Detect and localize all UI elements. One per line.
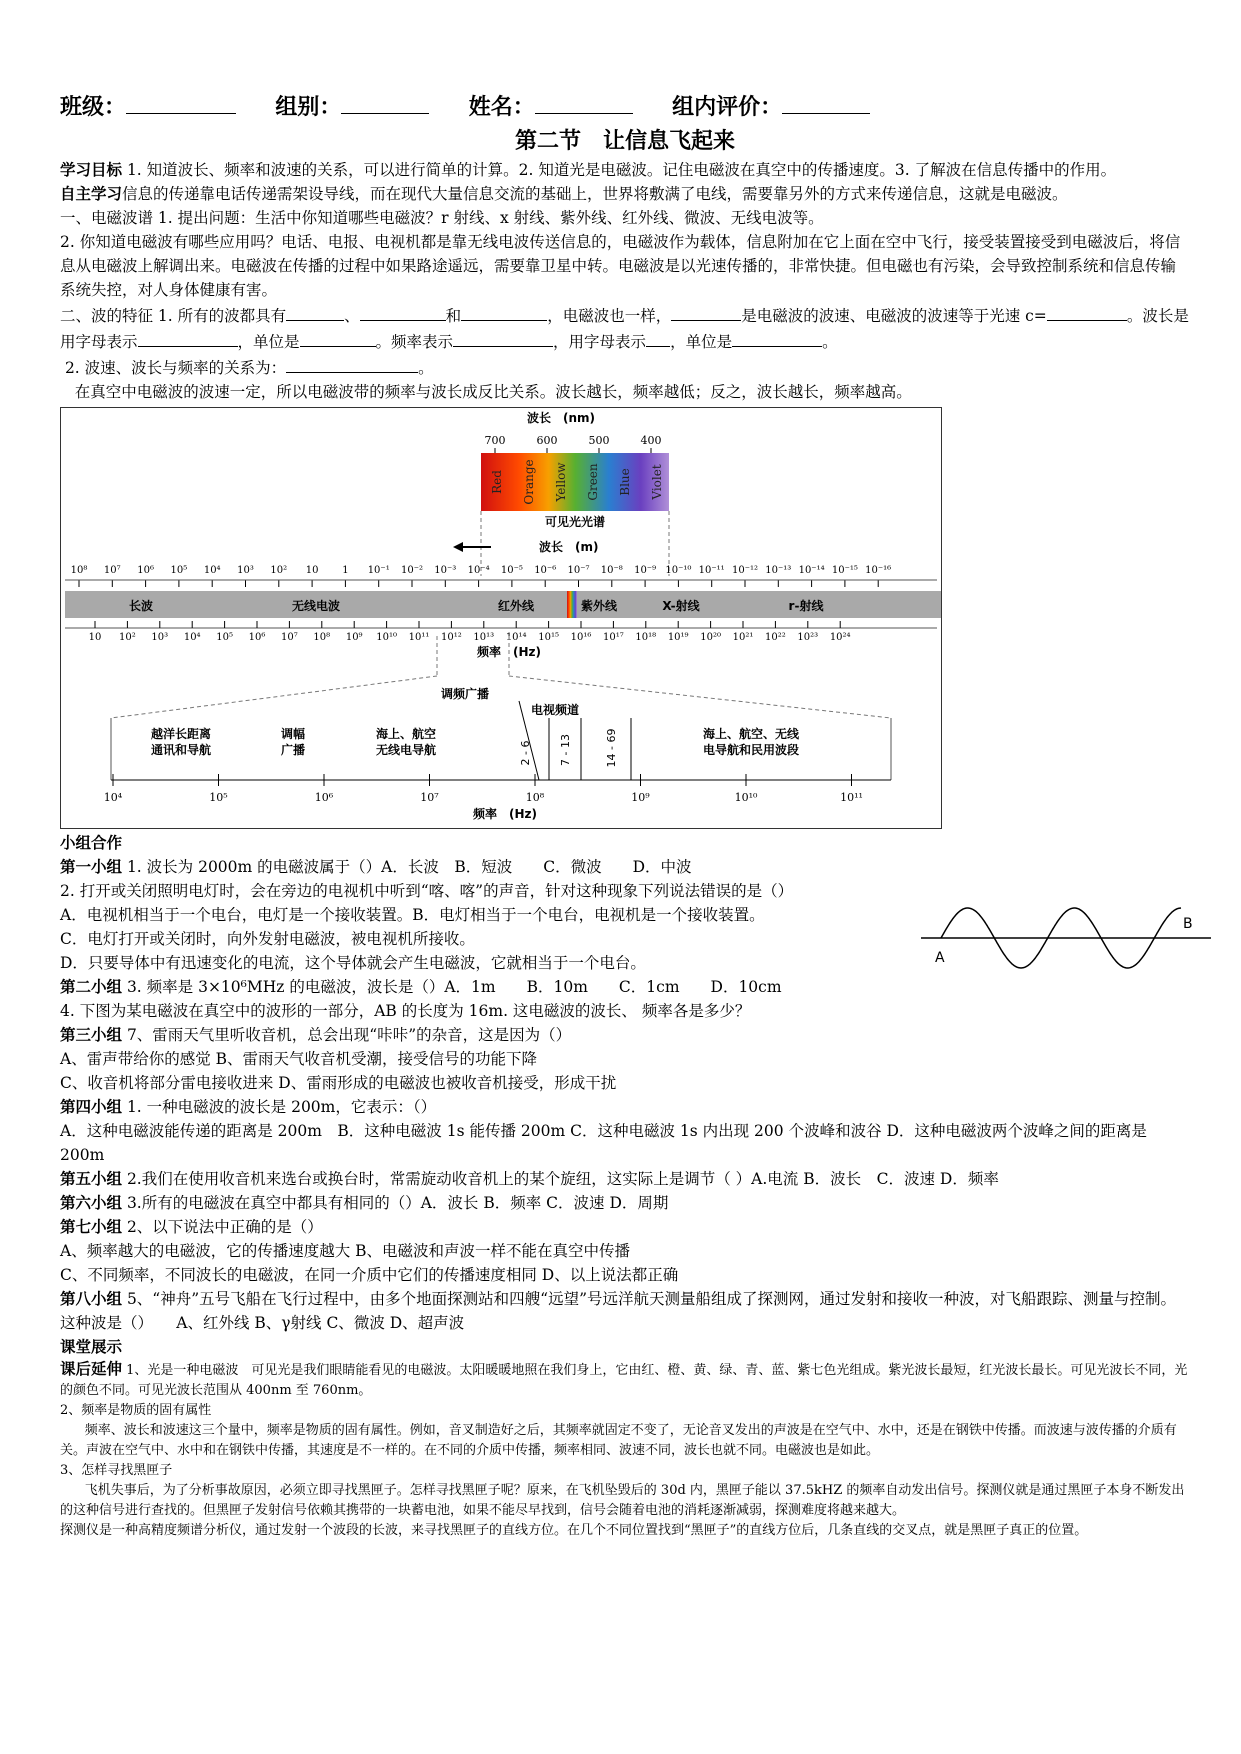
self-text: 信息的传递靠电话传递需架设导线，而在现代大量信息交流的基础上，世界将敷满了电线，需要靠另外的方式来传递信息，这就是电磁波。 (122, 185, 1068, 203)
goal-text: 1. 知道波长、频率和波速的关系，可以进行简单的计算。2. 知道光是电磁波。记住电磁波在真空中的传播速度。3. 了解波在信息传播中的作用。 (122, 161, 1117, 179)
s2-text-h: 。频率表示 (375, 333, 454, 351)
class-blank[interactable] (126, 93, 236, 114)
group4-text: 1. 一种电磁波的波长是 200m，它表示：（） (122, 1098, 437, 1116)
wavelength-tick-label: 10⁻⁹ (634, 565, 657, 576)
zoom-axis-tick-label: 10¹⁰ (734, 791, 758, 804)
s2-text-a: 二、波的特征 1. 所有的波都具有 (60, 307, 287, 325)
wavelength-tick-label: 10⁻¹¹ (698, 565, 725, 576)
group1-option-d: D．只要导体中有迅速变化的电流，这个导体就会产生电磁波，它就相当于一个电台。 (60, 954, 646, 972)
zoom-axis-tick-label: 10⁵ (209, 791, 228, 804)
relation-blank[interactable] (286, 354, 418, 373)
visible-spectrum-bar (481, 453, 669, 511)
wavelength-tick-label: 1 (342, 565, 349, 576)
nm-tick-label: 400 (640, 434, 662, 447)
wavelength-tick-label: 10² (270, 565, 288, 576)
channel-2-6: 2 - 6 (519, 740, 532, 766)
frequency-tick-label: 10⁷ (281, 632, 298, 643)
frequency-tick-label: 10⁸ (313, 632, 331, 643)
zoom-axis-tick-label: 10⁷ (420, 791, 439, 804)
group8-q5 (60, 1287, 1190, 1335)
point-b-label: B (1183, 916, 1193, 932)
frequency-tick-label: 10¹⁹ (667, 632, 689, 643)
wavelength-tick-label: 10⁻² (400, 565, 424, 576)
channel-7-13: 7 - 13 (559, 734, 572, 766)
name-label: 姓名： (468, 95, 535, 120)
section2-relation (60, 354, 1190, 380)
group1-text: 1. 波长为 2000m 的电磁波属于（）A．长波 B．短波 C．微波 D．中波 (122, 858, 692, 876)
wavelength-m-label: 波长 (m) (539, 540, 599, 554)
zoom-axis-tick-label: 10⁴ (103, 791, 123, 804)
zoom-axis-tick-label: 10⁹ (631, 791, 650, 804)
page-title: 第二节 让信息飞起来 (514, 129, 735, 154)
band-label: X-射线 (662, 599, 700, 613)
wavelength-tick-label: 10⁻⁶ (534, 565, 557, 576)
blank-3[interactable] (461, 302, 547, 321)
frequency-tick-label: 10¹⁰ (376, 632, 397, 643)
group4-label: 第四小组 (60, 1098, 123, 1116)
self-study (60, 182, 1190, 206)
class-label: 班级： (60, 95, 127, 120)
wavelength-tick-label: 10 (305, 565, 319, 576)
zoom-frequency-label: 频率 (Hz) (473, 807, 537, 821)
blank-6[interactable] (138, 328, 238, 347)
group8-text: 5、“神舟”五号飞船在飞行过程中，由多个地面探测站和四艘“远望”号远洋航天测量船组成了探测网，通过发射和接收一种波，对飞船跟踪、测量与控制。这种波是（） A、红外线 B、γ射线 C、微波 D、超声波 (60, 1290, 1177, 1332)
wavelength-tick-label: 10⁻⁴ (467, 565, 490, 576)
self-label: 自主学习 (60, 185, 123, 203)
group7-q2 (60, 1215, 1190, 1239)
group3-q7 (60, 1023, 1190, 1047)
frequency-zone-label: 越洋长距离 (150, 727, 212, 741)
group5-text: 2.我们在使用收音机来选台或换台时，常需旋动收音机上的某个旋纽，这实际上是调节（ ）A.电流 B．波长 C．波速 D．频率 (122, 1170, 999, 1188)
group2-text: 3. 频率是 3×10⁶MHz 的电磁波，波长是（）A．1m B．10m C．1cm D．10cm (122, 978, 782, 996)
name-blank[interactable] (535, 93, 633, 114)
s2-text-j: ，单位是 (670, 333, 733, 351)
group7-option-cd: C、不同频率，不同波长的电磁波，在同一介质中它们的传播速度相同 D、以上说法都正确 (60, 1266, 679, 1284)
waveform-diagram (921, 890, 1221, 990)
wavelength-tick-label: 10⁻¹⁵ (831, 565, 858, 576)
extension-2-text (60, 1421, 1190, 1461)
extension-text: 1、光是一种电磁波 可见光是我们眼睛能看见的电磁波。太阳暖暖地照在我们身上，它由红、橙、黄、绿、青、蓝、紫七色光组成。紫光波长最短，红光波长最长。可见光波长不同，光的颜色不同。可见光波长范围从 400nm 至 760nm。 (60, 1363, 1188, 1398)
frequency-label: 频率 (Hz) (477, 645, 541, 659)
wavelength-tick-label: 10³ (237, 565, 254, 576)
wavelength-tick-label: 10⁻⁵ (500, 565, 523, 576)
frequency-zone-label: 海上、航空、无线 (702, 727, 800, 741)
group1-option-ab: A．电视机相当于一个电台，电灯是一个接收装置。B．电灯相当于一个电台，电视机是一个接收装置。 (60, 906, 765, 924)
section1-line2: 2. 你知道电磁波有哪些应用吗？电话、电报、电视机都是靠无线电波传送信息的，电磁波作为载体，信息附加在它上面在空中飞行，接受装置接受到电磁波后，将信息从电磁波上解调出来。电磁波在传播的过程中如果路途遥远，需要靠卫星中转。电磁波是以光速传播的，非常快捷。但电磁也有污染，会导致控制系统和信息传输系统失控，对人身体健康有害。 (60, 233, 1181, 299)
visible-band-slice (567, 591, 577, 618)
s2-text-b: 、 (344, 307, 360, 325)
color-name-label: Red (490, 470, 504, 494)
frequency-zone-label: 海上、航空 (375, 727, 437, 741)
wavelength-tick-label: 10⁵ (170, 565, 188, 576)
group6-text: 3.所有的电磁波在真空中都具有相同的（）A．波长 B．频率 C．波速 D．周期 (122, 1194, 669, 1212)
eval-label: 组内评价： (672, 95, 783, 120)
blank-10[interactable] (732, 328, 822, 347)
group2-q3 (60, 975, 820, 999)
wavelength-tick-label: 10⁴ (203, 565, 221, 576)
blank-9[interactable] (646, 328, 670, 347)
band-label: r-射线 (788, 599, 824, 613)
color-name-label: Orange (522, 459, 536, 505)
wavelength-tick-label: 10⁻¹⁰ (665, 565, 692, 576)
group2-label: 第二小组 (60, 978, 123, 996)
relation-end: 。 (418, 359, 434, 377)
eval-blank[interactable] (782, 93, 870, 114)
group7-label: 第七小组 (60, 1218, 123, 1236)
wavelength-tick-label: 10⁷ (103, 565, 121, 576)
s2-text-d: ，电磁波也一样， (547, 307, 672, 325)
color-name-label: Yellow (554, 462, 568, 502)
group1-q1 (60, 855, 1190, 879)
extension-2-body: 频率、波长和波速这三个量中，频率是物质的固有属性。例如，音叉制造好之后，其频率就固定不变了，无论音叉发出的声波是在空气中、水中，还是在钢铁中传播。而波速与波传播的介质有关。声波在空气中、水中和在钢铁中传播，其速度是不一样的。在不同的介质中传播，频率相同、波速不同，波长也就不同。电磁波也是如此。 (60, 1423, 1177, 1458)
wavelength-tick-label: 10⁶ (137, 565, 154, 576)
frequency-tick-label: 10⁴ (183, 632, 201, 643)
frequency-tick-label: 10⁶ (248, 632, 266, 643)
group5-q2 (60, 1167, 1190, 1191)
fm-broadcast-label: 调频广播 (441, 687, 490, 701)
band-label: 无线电波 (291, 599, 341, 613)
frequency-tick-label: 10¹² (441, 632, 462, 643)
wavelength-tick-label: 10⁻⁸ (600, 565, 623, 576)
point-a-label: A (935, 950, 945, 966)
color-name-label: Violet (650, 464, 664, 500)
frequency-tick-label: 10²¹ (732, 632, 754, 643)
group3-option-cd: C、收音机将部分雷电接收进来 D、雷雨形成的电磁波也被收音机接受，形成干扰 (60, 1074, 617, 1092)
extension-3-body1: 飞机失事后，为了分析事故原因，必须立即寻找黑匣子。怎样寻找黑匣子呢？原来，在飞机坠毁后的 30d 内，黑匣子能以 37.5kHZ 的频率自动发出信号。探测仪就是通过黑匣子本身不断发出的这种信号进行查找的。但黑匣子发射信号依赖其携带的一块蓄电池，如果不能尽早找到，信号会随着电池的消耗逐渐减弱，探测难度将越来越大。 (60, 1483, 1185, 1518)
wavelength-tick-label: 10⁻³ (434, 565, 457, 576)
tv-channels-label: 电视频道 (531, 703, 580, 717)
frequency-zone-label: 电导航和民用波段 (702, 743, 800, 757)
frequency-tick-label: 10¹⁴ (505, 632, 527, 643)
group6-label: 第六小组 (60, 1194, 123, 1212)
group-cooperation-heading: 小组合作 (60, 834, 123, 852)
spectrum-svg (61, 408, 941, 828)
s2-text-e: 是电磁波的波速、电磁波的波速等于光速 c= (741, 307, 1047, 325)
wavelength-tick-label: 10⁻¹³ (765, 565, 792, 576)
frequency-tick-label: 10⁹ (345, 632, 363, 643)
relation-text: 2. 波速、波长与频率的关系为： (64, 359, 287, 377)
blank-4[interactable] (671, 302, 741, 321)
group4-q1 (60, 1095, 1190, 1119)
frequency-tick-label: 10 (88, 632, 102, 643)
blank-8[interactable] (453, 328, 553, 347)
wavelength-tick-label: 10⁻¹ (367, 565, 390, 576)
frequency-tick-label: 10¹⁸ (635, 632, 657, 643)
frequency-zone-label: 调幅 (280, 727, 306, 741)
blank-7[interactable] (300, 328, 376, 347)
worksheet (60, 90, 1190, 1541)
group-blank[interactable] (341, 93, 429, 114)
wavelength-nm-label: 波长 (nm) (526, 411, 596, 425)
section1-line1: 一、电磁波谱 1. 提出问题：生活中你知道哪些电磁波？r 射线、x 射线、紫外线、红外线、微波、无线电波等。 (60, 209, 824, 227)
group-label: 组别： (275, 95, 342, 120)
extension-3-text1 (60, 1481, 1190, 1521)
nm-tick-label: 500 (588, 434, 610, 447)
group1-option-c: C．电灯打开或关闭时，向外发射电磁波，被电视机所接收。 (60, 930, 475, 948)
zoom-axis-tick-label: 10⁶ (314, 791, 334, 804)
blank-1[interactable] (286, 302, 344, 321)
note-text: 在真空中电磁波的波速一定，所以电磁波带的频率与波长成反比关系。波长越长，频率越低；反之，波长越长，频率越高。 (74, 383, 912, 401)
frequency-tick-label: 10²² (765, 632, 786, 643)
frequency-tick-label: 10²⁰ (700, 632, 721, 643)
blank-5[interactable] (1047, 302, 1127, 321)
group2-q4: 4. 下图为某电磁波在真空中的波形的一部分，AB 的长度为 16m. 这电磁波的波长、 频率各是多少？ (60, 1002, 751, 1020)
blank-2[interactable] (360, 302, 446, 321)
frequency-zone-label: 无线电导航 (375, 743, 437, 757)
extension-1 (60, 1359, 1190, 1401)
band-label: 红外线 (497, 599, 535, 613)
group7-text: 2、以下说法中正确的是（） (122, 1218, 323, 1236)
section2-note (60, 380, 1190, 404)
frequency-tick-label: 10¹¹ (408, 632, 430, 643)
frequency-tick-label: 10² (119, 632, 136, 643)
group5-label: 第五小组 (60, 1170, 123, 1188)
s2-text-k: 。 (822, 333, 838, 351)
nm-tick-label: 600 (536, 434, 558, 447)
class-show-heading: 课堂展示 (60, 1338, 123, 1356)
frequency-tick-label: 10¹³ (473, 632, 495, 643)
color-name-label: Green (586, 463, 600, 501)
extension-3-text2: 探测仪是一种高精度频谱分析仪，通过发射一个波段的长波，来寻找黑匣子的直线方位。在几个不同位置找到“黑匣子”的直线方位后，几条直线的交叉点，就是黑匣子真正的位置。 (60, 1523, 1088, 1538)
frequency-tick-label: 10¹⁵ (538, 632, 559, 643)
frequency-tick-label: 10³ (151, 632, 169, 643)
wavelength-tick-label: 10⁻⁷ (567, 565, 590, 576)
band-label: 紫外线 (580, 599, 618, 613)
goal-label: 学习目标 (60, 161, 123, 179)
wavelength-tick-label: 10⁻¹² (731, 565, 759, 576)
wavelength-tick-label: 10⁻¹⁶ (865, 565, 892, 576)
header-fields (60, 90, 1190, 124)
group6-q3 (60, 1191, 1190, 1215)
band-label: 长波 (128, 599, 154, 613)
extension-3-title: 3、怎样寻找黑匣子 (60, 1463, 173, 1478)
group1-q2: 2. 打开或关闭照明电灯时，会在旁边的电视机中听到“喀、喀”的声音，针对这种现象下列说法错误的是（） (60, 882, 794, 900)
frequency-zone-label: 通讯和导航 (150, 743, 212, 757)
group3-text: 7、雷雨天气里听收音机，总会出现“咔咔”的杂音，这是因为（） (122, 1026, 572, 1044)
group3-option-ab: A、雷声带给你的感觉 B、雷雨天气收音机受潮，接受信号的功能下降 (60, 1050, 538, 1068)
frequency-tick-label: 10¹⁷ (603, 632, 624, 643)
wavelength-tick-label: 10⁻¹⁴ (798, 565, 825, 576)
group1-label: 第一小组 (60, 858, 123, 876)
frequency-tick-label: 10¹⁶ (570, 632, 592, 643)
wavelength-tick-label: 10⁸ (70, 565, 88, 576)
s2-text-i: ，用字母表示 (553, 333, 647, 351)
section2-fill-blanks (60, 302, 1190, 354)
s2-text-f: 。波长是用字母表示 (60, 307, 1189, 351)
channel-14-69: 14 - 69 (605, 728, 618, 768)
color-name-label: Blue (618, 468, 632, 496)
zoom-axis-tick-label: 10⁸ (525, 791, 545, 804)
frequency-zone-label: 广播 (280, 743, 306, 757)
group7-option-ab: A、频率越大的电磁波，它的传播速度越大 B、电磁波和声波一样不能在真空中传播 (60, 1242, 631, 1260)
em-spectrum-figure (60, 407, 942, 829)
visible-spectrum-label: 可见光光谱 (544, 515, 606, 529)
frequency-tick-label: 10²³ (797, 632, 819, 643)
extension-label: 课后延伸 (60, 1360, 123, 1378)
extension-2-title: 2、频率是物质的固有属性 (60, 1403, 212, 1418)
frequency-tick-label: 10²⁴ (829, 632, 851, 643)
s2-text-c: 和 (445, 307, 462, 325)
group3-label: 第三小组 (60, 1026, 123, 1044)
s2-text-g: ，单位是 (237, 333, 300, 351)
zoom-axis-tick-label: 10¹¹ (840, 791, 863, 804)
group4-options: A．这种电磁波能传递的距离是 200m B．这种电磁波 1s 能传播 200m C．这种电磁波 1s 内出现 200 个波峰和波谷 D．这种电磁波两个波峰之间的距离是 200m (60, 1122, 1147, 1164)
learning-goal (60, 158, 1190, 182)
frequency-tick-label: 10⁵ (216, 632, 233, 643)
nm-tick-label: 700 (484, 434, 506, 447)
group8-label: 第八小组 (60, 1290, 123, 1308)
